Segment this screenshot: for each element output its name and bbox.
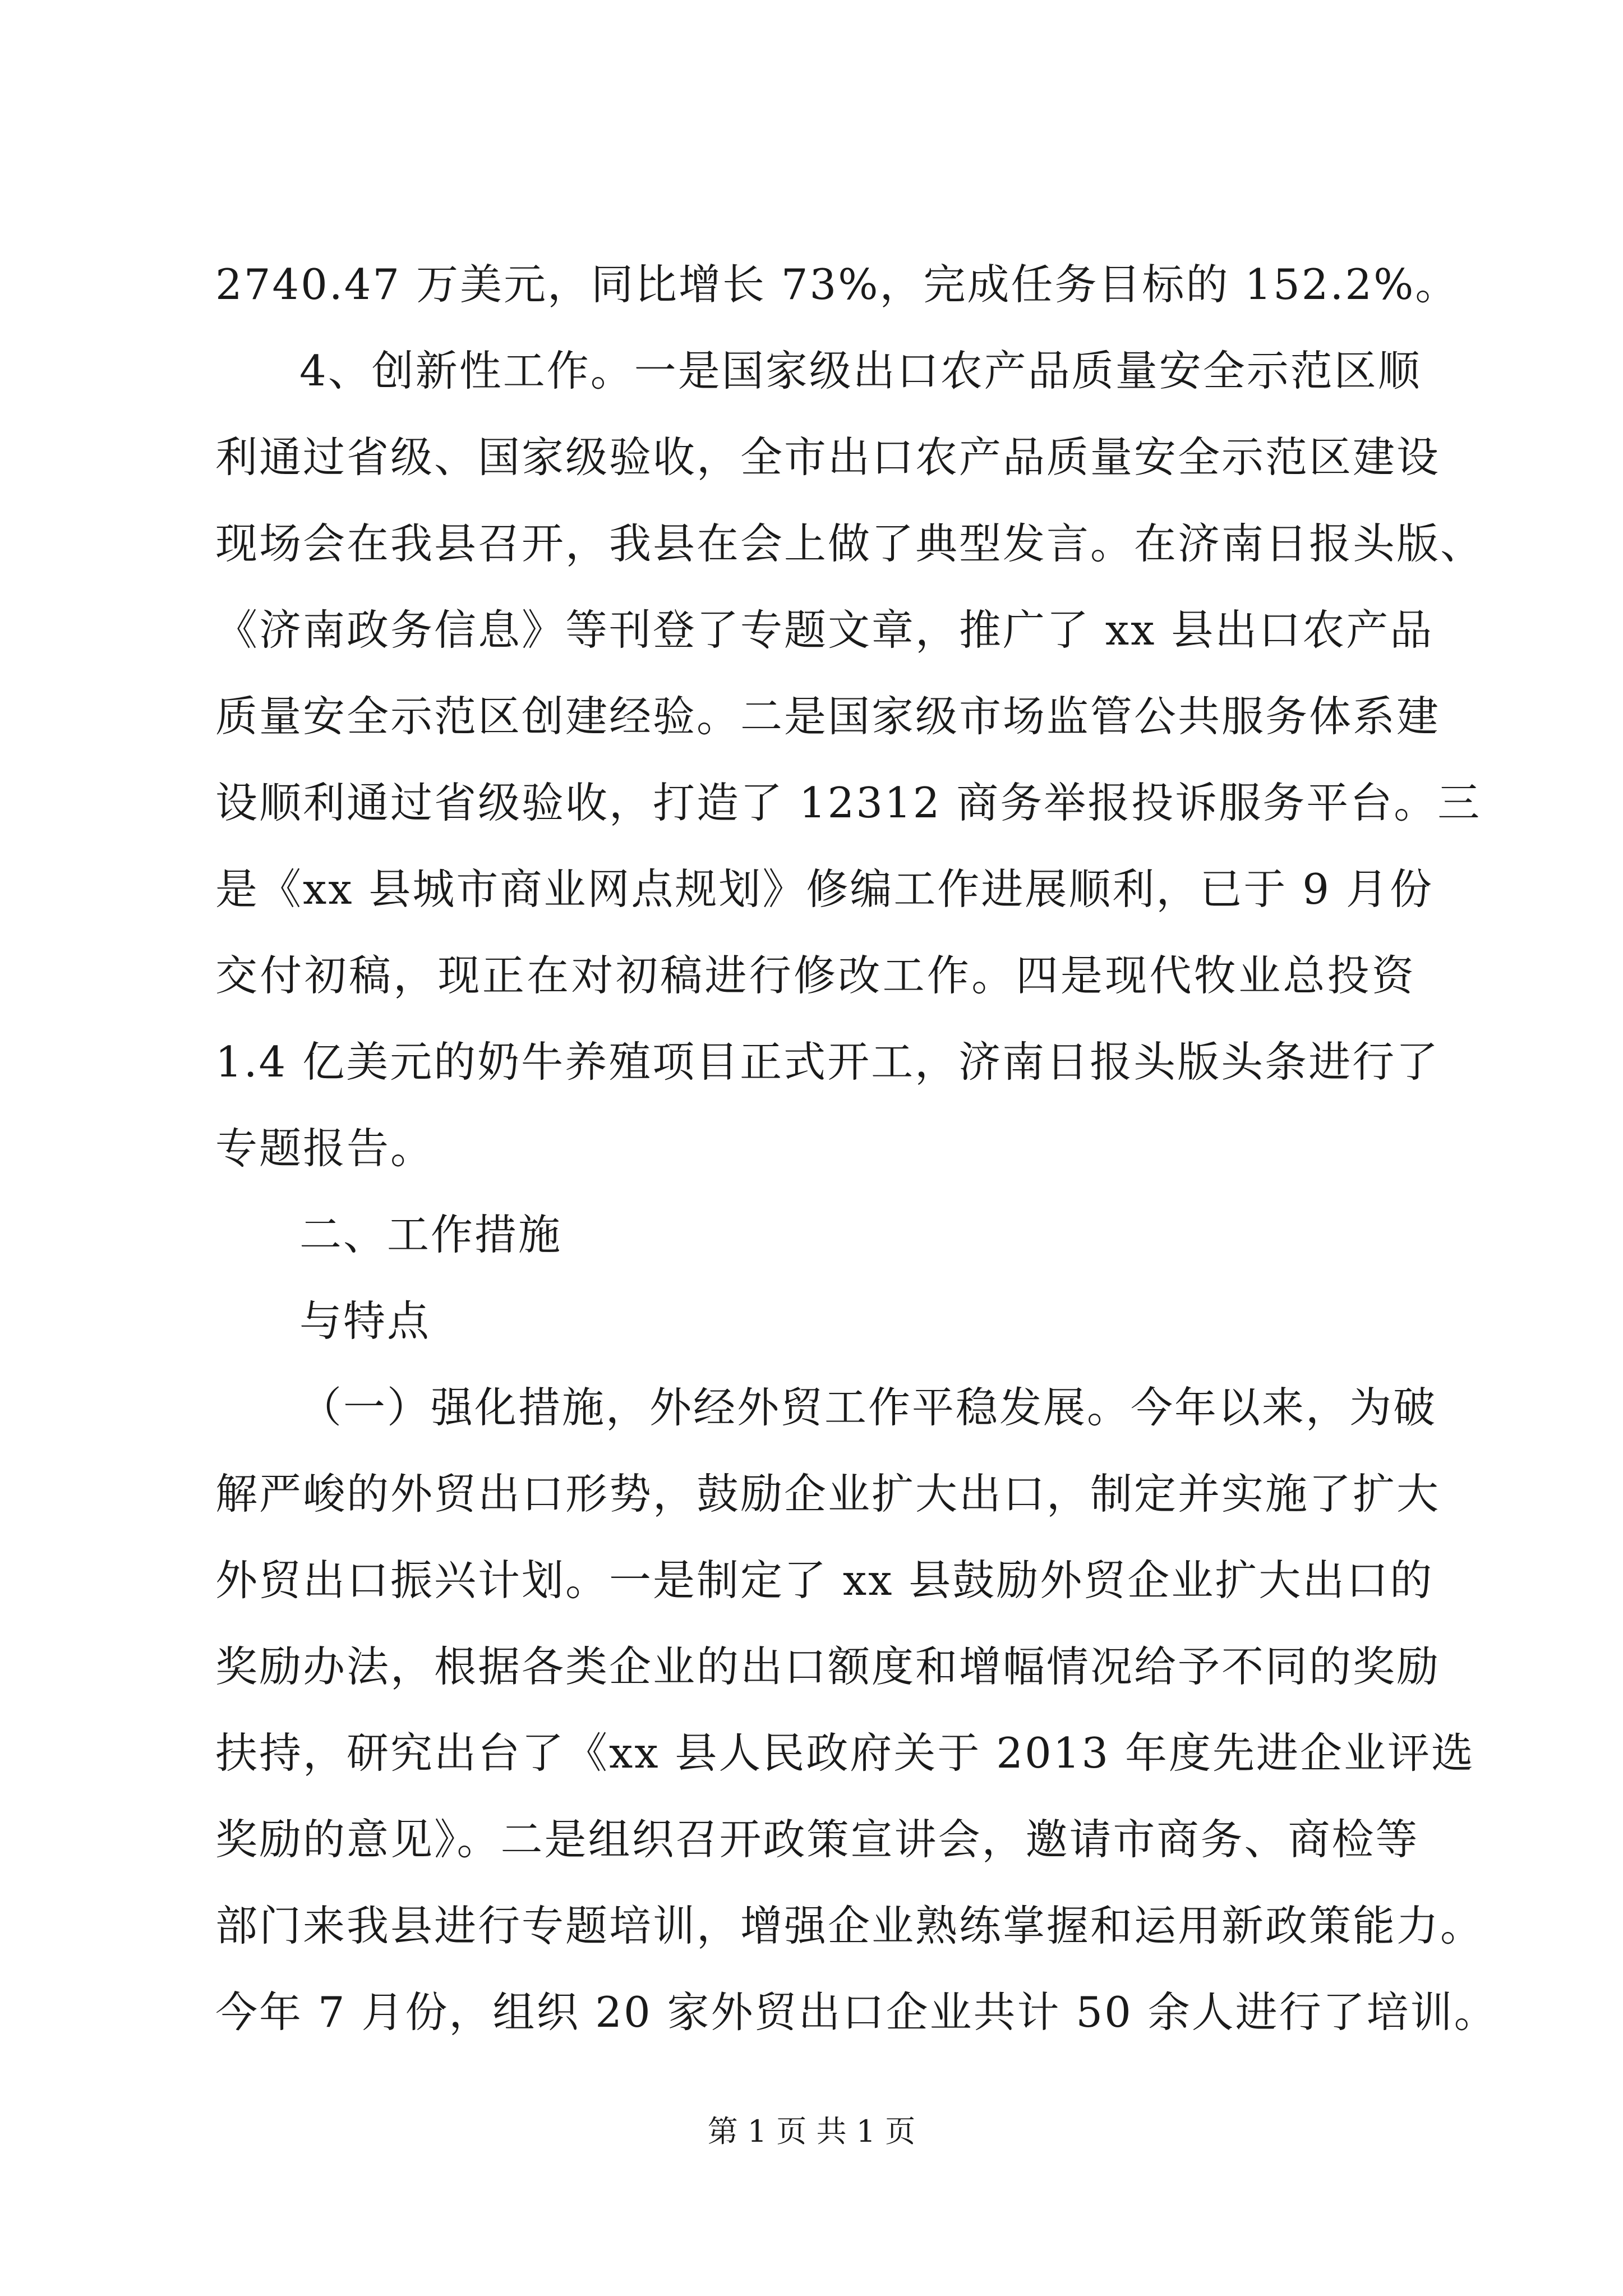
text-line: 《济南政务信息》等刊登了专题文章，推广了 xx 县出口农产品 <box>215 605 1434 655</box>
text-line: 现场会在我县召开，我县在会上做了典型发言。在济南日报头版、 <box>215 519 1484 568</box>
page-number-footer: 第 1 页 共 1 页 <box>707 2114 916 2149</box>
section-heading: 二、工作措施 <box>299 1210 562 1259</box>
text-line: 设顺利通过省级验收，打造了 12312 商务举报投诉服务平台。三 <box>215 778 1482 827</box>
text-line: 专题报告。 <box>215 1124 435 1173</box>
section-heading-continued: 与特点 <box>299 1296 431 1346</box>
text-line: 奖励的意见》。二是组织召开政策宣讲会，邀请市商务、商检等 <box>215 1815 1419 1864</box>
document-body <box>215 241 1498 2055</box>
text-line: 部门来我县进行专题培训，增强企业熟练掌握和运用新政策能力。 <box>215 1901 1484 1950</box>
text-line: 今年 7 月份，组织 20 家外贸出口企业共计 50 余人进行了培训。 <box>215 1987 1498 2037</box>
text-line: 交付初稿，现正在对初稿进行修改工作。四是现代牧业总投资 <box>215 951 1415 1000</box>
text-line: 解严峻的外贸出口形势，鼓励企业扩大出口，制定并实施了扩大 <box>215 1469 1441 1519</box>
text-line: 2740.47 万美元，同比增长 73%，完成任务目标的 152.2%。 <box>215 260 1459 309</box>
text-line: 4、创新性工作。一是国家级出口农产品质量安全示范区顺 <box>299 346 1422 395</box>
text-line: 奖励办法，根据各类企业的出口额度和增幅情况给予不同的奖励 <box>215 1642 1441 1691</box>
text-line: 扶持，研究出台了《xx 县人民政府关于 2013 年度先进企业评选 <box>215 1728 1475 1778</box>
text-line: 质量安全示范区创建经验。二是国家级市场监管公共服务体系建 <box>215 692 1441 741</box>
text-line: 外贸出口振兴计划。一是制定了 xx 县鼓励外贸企业扩大出口的 <box>215 1556 1434 1605</box>
text-line: 是《xx 县城市商业网点规划》修编工作进展顺利，已于 9 月份 <box>215 864 1433 914</box>
text-line: （一）强化措施，外经外贸工作平稳发展。今年以来，为破 <box>299 1383 1437 1432</box>
text-line: 利通过省级、国家级验收，全市出口农产品质量安全示范区建设 <box>215 432 1441 482</box>
text-line: 1.4 亿美元的奶牛养殖项目正式开工，济南日报头版头条进行了 <box>215 1037 1440 1087</box>
